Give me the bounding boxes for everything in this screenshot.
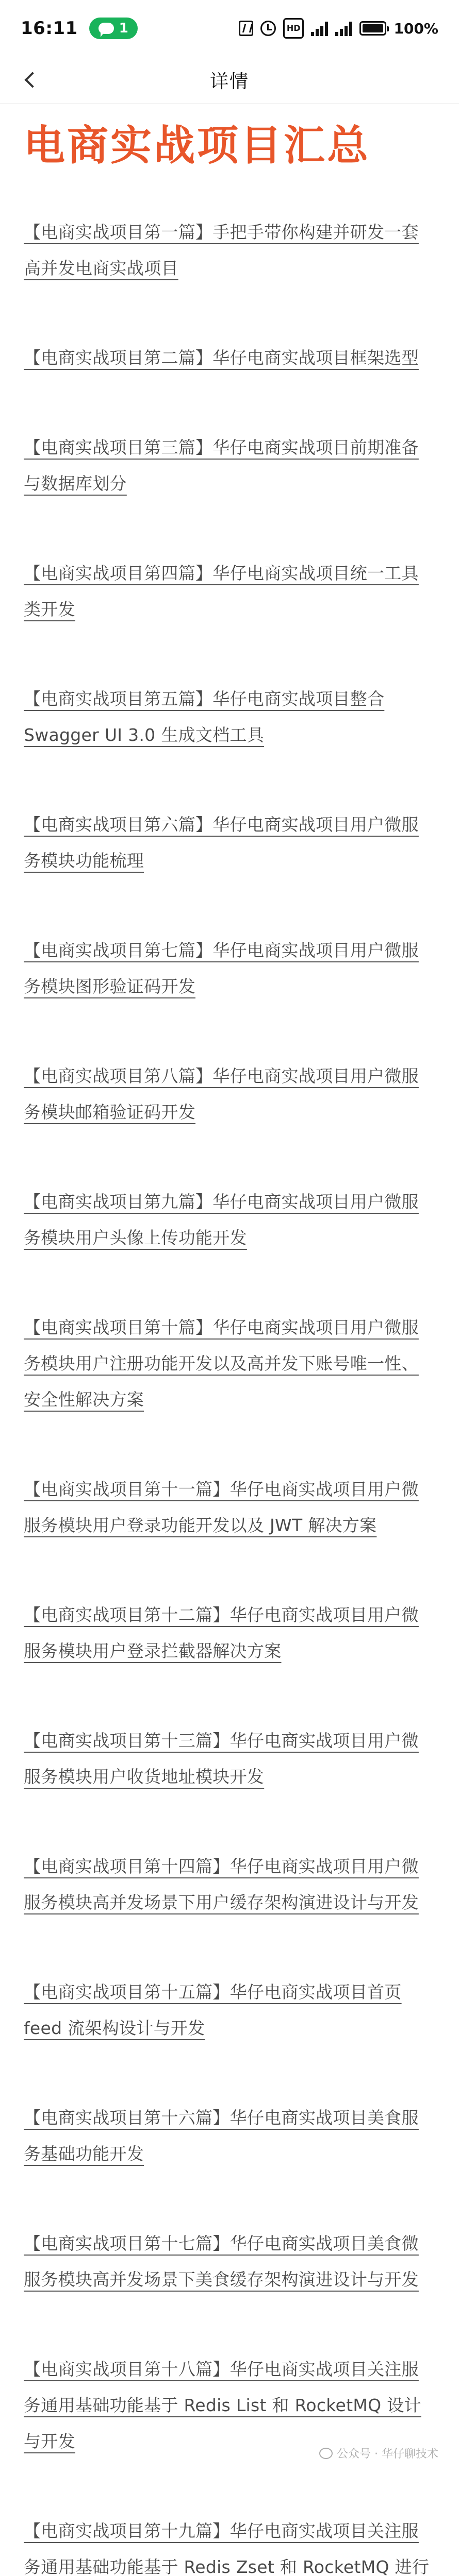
article-link-1[interactable]: 【电商实战项目第一篇】手把手带你构建并研发一套高并发电商实战项目 <box>24 222 419 278</box>
watermark-text: 公众号 · 华仔聊技术 <box>337 2448 438 2461</box>
wechat-official-account-icon <box>319 2448 333 2459</box>
wechat-badge-count: 1 <box>119 21 128 36</box>
list-item <box>24 2351 435 2460</box>
list-item <box>24 555 435 628</box>
wechat-notification-badge[interactable] <box>89 18 138 39</box>
status-bar <box>0 0 459 57</box>
article-link-9[interactable]: 【电商实战项目第九篇】华仔电商实战项目用户微服务模块用户头像上传功能开发 <box>24 1192 419 1248</box>
article-link-18[interactable]: 【电商实战项目第十八篇】华仔电商实战项目关注服务通用基础功能基于 Redis List 和 RocketMQ 设计与开发 <box>24 2359 421 2451</box>
battery-percent: 100% <box>394 20 438 37</box>
list-item <box>24 214 435 286</box>
wechat-icon <box>99 23 114 34</box>
battery-icon <box>359 21 386 36</box>
nav-bar <box>0 57 459 104</box>
list-item <box>24 2513 435 2576</box>
list-item <box>24 1310 435 1418</box>
alarm-icon <box>260 21 276 36</box>
article-link-17[interactable]: 【电商实战项目第十七篇】华仔电商实战项目美食微服务模块高并发场景下美食缓存架构演进设计与开发 <box>24 2233 419 2290</box>
signal-icon-sim1 <box>311 21 328 36</box>
status-right <box>239 18 438 39</box>
article-link-13[interactable]: 【电商实战项目第十三篇】华仔电商实战项目用户微服务模块用户收货地址模块开发 <box>24 1731 419 1787</box>
article-link-6[interactable]: 【电商实战项目第六篇】华仔电商实战项目用户微服务模块功能梳理 <box>24 815 419 871</box>
article-link-7[interactable]: 【电商实战项目第七篇】华仔电商实战项目用户微服务模块图形验证码开发 <box>24 940 419 996</box>
list-item <box>24 1184 435 1256</box>
article-content <box>0 103 459 2576</box>
hd-icon: HD <box>283 18 304 39</box>
article-link-14[interactable]: 【电商实战项目第十四篇】华仔电商实战项目用户微服务模块高并发场景下用户缓存架构演进设计与开发 <box>24 1856 419 1912</box>
list-item <box>24 807 435 879</box>
list-item <box>24 1597 435 1669</box>
article-list <box>24 214 435 2576</box>
article-link-12[interactable]: 【电商实战项目第十二篇】华仔电商实战项目用户微服务模块用户登录拦截器解决方案 <box>24 1605 419 1661</box>
list-item <box>24 2100 435 2172</box>
article-link-4[interactable]: 【电商实战项目第四篇】华仔电商实战项目统一工具类开发 <box>24 563 419 619</box>
list-item <box>24 340 435 376</box>
status-time: 16:11 <box>21 18 78 39</box>
list-item <box>24 681 435 753</box>
list-item <box>24 2226 435 2298</box>
list-item <box>24 1974 435 2046</box>
article-link-5[interactable]: 【电商实战项目第五篇】华仔电商实战项目整合 Swagger UI 3.0 生成文档工具 <box>24 689 385 745</box>
article-link-8[interactable]: 【电商实战项目第八篇】华仔电商实战项目用户微服务模块邮箱验证码开发 <box>24 1066 419 1122</box>
article-link-3[interactable]: 【电商实战项目第三篇】华仔电商实战项目前期准备与数据库划分 <box>24 437 419 494</box>
list-item <box>24 1471 435 1544</box>
list-item <box>24 1723 435 1795</box>
list-item <box>24 430 435 502</box>
list-item <box>24 1849 435 1921</box>
nfc-icon <box>239 21 253 36</box>
signal-icon-sim2 <box>335 21 352 36</box>
watermark <box>319 2445 438 2461</box>
article-link-11[interactable]: 【电商实战项目第十一篇】华仔电商实战项目用户微服务模块用户登录功能开发以及 JWT 解决方案 <box>24 1479 419 1535</box>
status-left <box>21 18 138 39</box>
page-title: 电商实战项目汇总 <box>24 122 370 170</box>
back-arrow-icon[interactable] <box>21 70 40 90</box>
article-link-2[interactable]: 【电商实战项目第二篇】华仔电商实战项目框架选型 <box>24 348 419 368</box>
article-link-16[interactable]: 【电商实战项目第十六篇】华仔电商实战项目美食服务基础功能开发 <box>24 2108 419 2164</box>
article-link-19[interactable]: 【电商实战项目第十九篇】华仔电商实战项目关注服务通用基础功能基于 Redis Zset 和 RocketMQ 进行 <box>24 2521 430 2576</box>
article-link-15[interactable]: 【电商实战项目第十五篇】华仔电商实战项目首页 feed 流架构设计与开发 <box>24 1982 402 2038</box>
list-item <box>24 1058 435 1130</box>
nav-title: 详情 <box>209 71 249 92</box>
article-link-10[interactable]: 【电商实战项目第十篇】华仔电商实战项目用户微服务模块用户注册功能开发以及高并发下账号唯一性、安全性解决方案 <box>24 1317 419 1410</box>
list-item <box>24 933 435 1005</box>
